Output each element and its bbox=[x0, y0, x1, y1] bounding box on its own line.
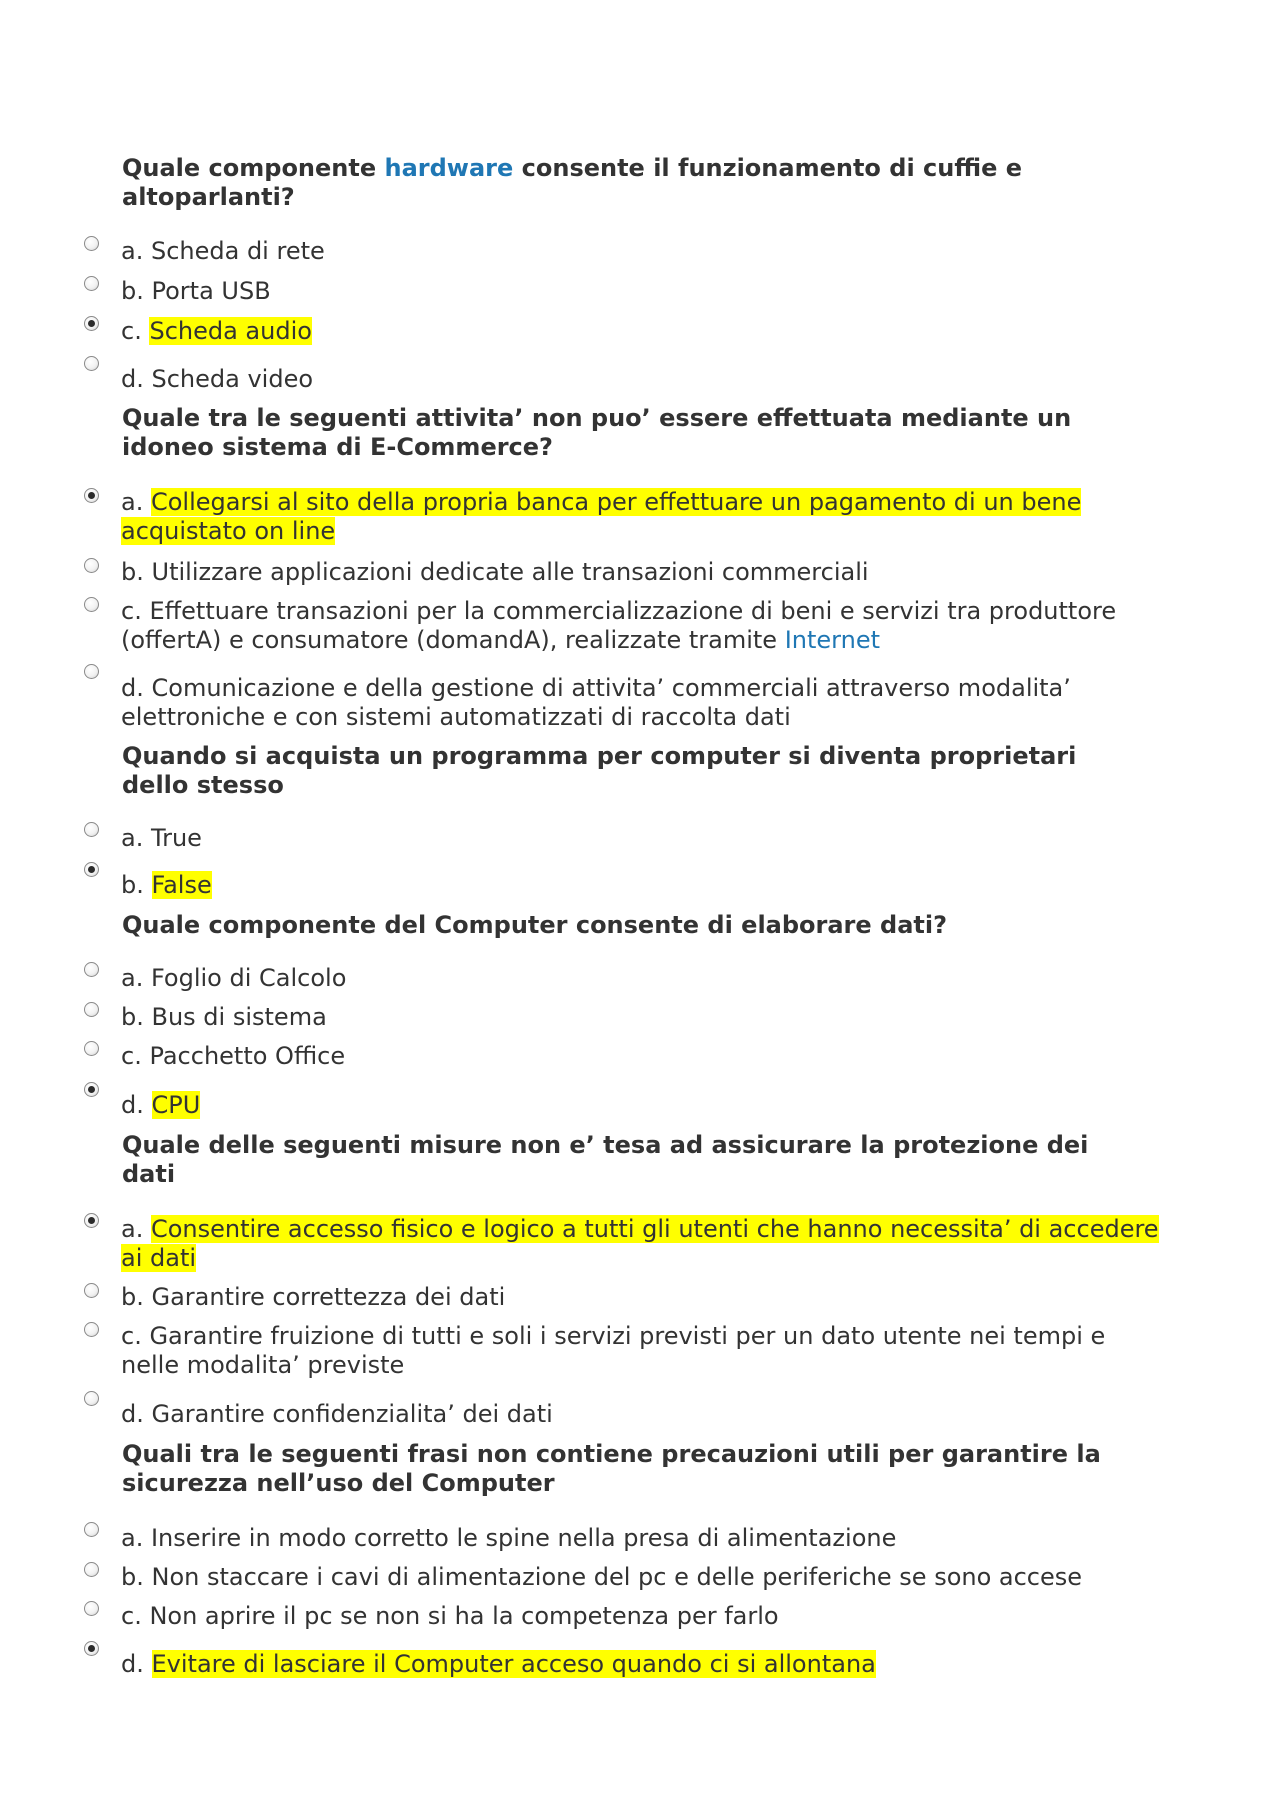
option-text: b. Utilizzare applicazioni dedicate alle transazioni commerciali bbox=[121, 558, 869, 586]
radio-q5-a[interactable] bbox=[84, 1213, 99, 1228]
question-6-title: Quali tra le seguenti frasi non contiene precauzioni utili per garantire la sicurezza nell’uso del Computer bbox=[122, 1440, 1101, 1497]
question-4-title: Quale componente del Computer consente di elaborare dati? bbox=[122, 911, 948, 939]
option-text: c. Pacchetto Office bbox=[121, 1042, 346, 1070]
radio-q5-b[interactable] bbox=[84, 1283, 99, 1298]
option-text: d. Garantire confidenzialita’ dei dati bbox=[121, 1400, 553, 1428]
selected-answer-highlight: CPU bbox=[151, 1091, 201, 1119]
option-text: b. False bbox=[121, 871, 212, 899]
option-text: c. Effettuare transazioni per la commercializzazione di beni e servizi tra produttore (offertA) e consumatore (domandA), realizzate tramite Internet bbox=[121, 597, 1117, 654]
selected-answer-highlight: Collegarsi al sito della propria banca per effettuare un pagamento di un bene acquistato on line bbox=[121, 488, 1082, 545]
option-text: d. Scheda video bbox=[121, 365, 314, 393]
radio-q4-d[interactable] bbox=[84, 1082, 99, 1097]
option-text: b. Garantire correttezza dei dati bbox=[121, 1283, 506, 1311]
radio-q4-b[interactable] bbox=[84, 1002, 99, 1017]
radio-q2-d[interactable] bbox=[84, 664, 99, 679]
option-text: a. Scheda di rete bbox=[121, 237, 325, 265]
internet-link[interactable]: Internet bbox=[784, 626, 880, 654]
question-3-title: Quando si acquista un programma per computer si diventa proprietari dello stesso bbox=[122, 742, 1077, 799]
radio-q6-b[interactable] bbox=[84, 1562, 99, 1577]
option-text: c. Garantire fruizione di tutti e soli i servizi previsti per un dato utente nei tempi e nelle modalita’ previste bbox=[121, 1322, 1106, 1379]
radio-q4-a[interactable] bbox=[84, 962, 99, 977]
selected-answer-highlight: False bbox=[151, 871, 212, 899]
question-1-text-end: consente il funzionamento di cuffie e altoparlanti? bbox=[122, 154, 1023, 211]
radio-q6-d[interactable] bbox=[84, 1641, 99, 1656]
option-text: a. Consentire accesso fisico e logico a tutti gli utenti che hanno necessita’ di accedere ai dati bbox=[121, 1215, 1159, 1272]
option-text: b. Bus di sistema bbox=[121, 1003, 327, 1031]
radio-q3-a[interactable] bbox=[84, 822, 99, 837]
radio-q6-c[interactable] bbox=[84, 1601, 99, 1616]
radio-q1-c[interactable] bbox=[84, 316, 99, 331]
radio-q3-b[interactable] bbox=[84, 862, 99, 877]
radio-q5-d[interactable] bbox=[84, 1391, 99, 1406]
radio-q2-a[interactable] bbox=[84, 488, 99, 503]
radio-q2-c[interactable] bbox=[84, 597, 99, 612]
option-text: a. Inserire in modo corretto le spine nella presa di alimentazione bbox=[121, 1524, 897, 1552]
question-5-title: Quale delle seguenti misure non e’ tesa ad assicurare la protezione dei dati bbox=[122, 1131, 1089, 1188]
option-text: d. CPU bbox=[121, 1091, 201, 1119]
radio-q1-a[interactable] bbox=[84, 236, 99, 251]
option-text: d. Evitare di lasciare il Computer acceso quando ci si allontana bbox=[121, 1650, 876, 1678]
radio-q5-c[interactable] bbox=[84, 1322, 99, 1337]
option-text: d. Comunicazione e della gestione di attivita’ commerciali attraverso modalita’ elettroniche e con sistemi automatizzati di raccolta dati bbox=[121, 674, 1071, 731]
option-text: a. Foglio di Calcolo bbox=[121, 964, 347, 992]
radio-q6-a[interactable] bbox=[84, 1522, 99, 1537]
radio-q4-c[interactable] bbox=[84, 1041, 99, 1056]
question-1-title bbox=[122, 154, 1132, 212]
selected-answer-highlight: Evitare di lasciare il Computer acceso quando ci si allontana bbox=[151, 1650, 876, 1678]
question-2-title: Quale tra le seguenti attivita’ non puo’ essere effettuata mediante un idoneo sistema di E-Commerce? bbox=[122, 404, 1072, 461]
question-1-text: Quale componente bbox=[122, 154, 385, 182]
radio-q2-b[interactable] bbox=[84, 558, 99, 573]
option-text: b. Non staccare i cavi di alimentazione del pc e delle periferiche se sono accese bbox=[121, 1563, 1083, 1591]
hardware-link[interactable]: hardware bbox=[384, 154, 514, 182]
option-text: a. Collegarsi al sito della propria banca per effettuare un pagamento di un bene acquistato on line bbox=[121, 488, 1082, 545]
option-text: b. Porta USB bbox=[121, 277, 271, 305]
selected-answer-highlight: Consentire accesso fisico e logico a tutti gli utenti che hanno necessita’ di accedere ai dati bbox=[121, 1215, 1159, 1272]
option-text: a. True bbox=[121, 824, 202, 852]
option-text: c. Scheda audio bbox=[121, 317, 312, 345]
radio-q1-b[interactable] bbox=[84, 276, 99, 291]
selected-answer-highlight: Scheda audio bbox=[149, 317, 312, 345]
option-text: c. Non aprire il pc se non si ha la competenza per farlo bbox=[121, 1602, 779, 1630]
radio-q1-d[interactable] bbox=[84, 356, 99, 371]
